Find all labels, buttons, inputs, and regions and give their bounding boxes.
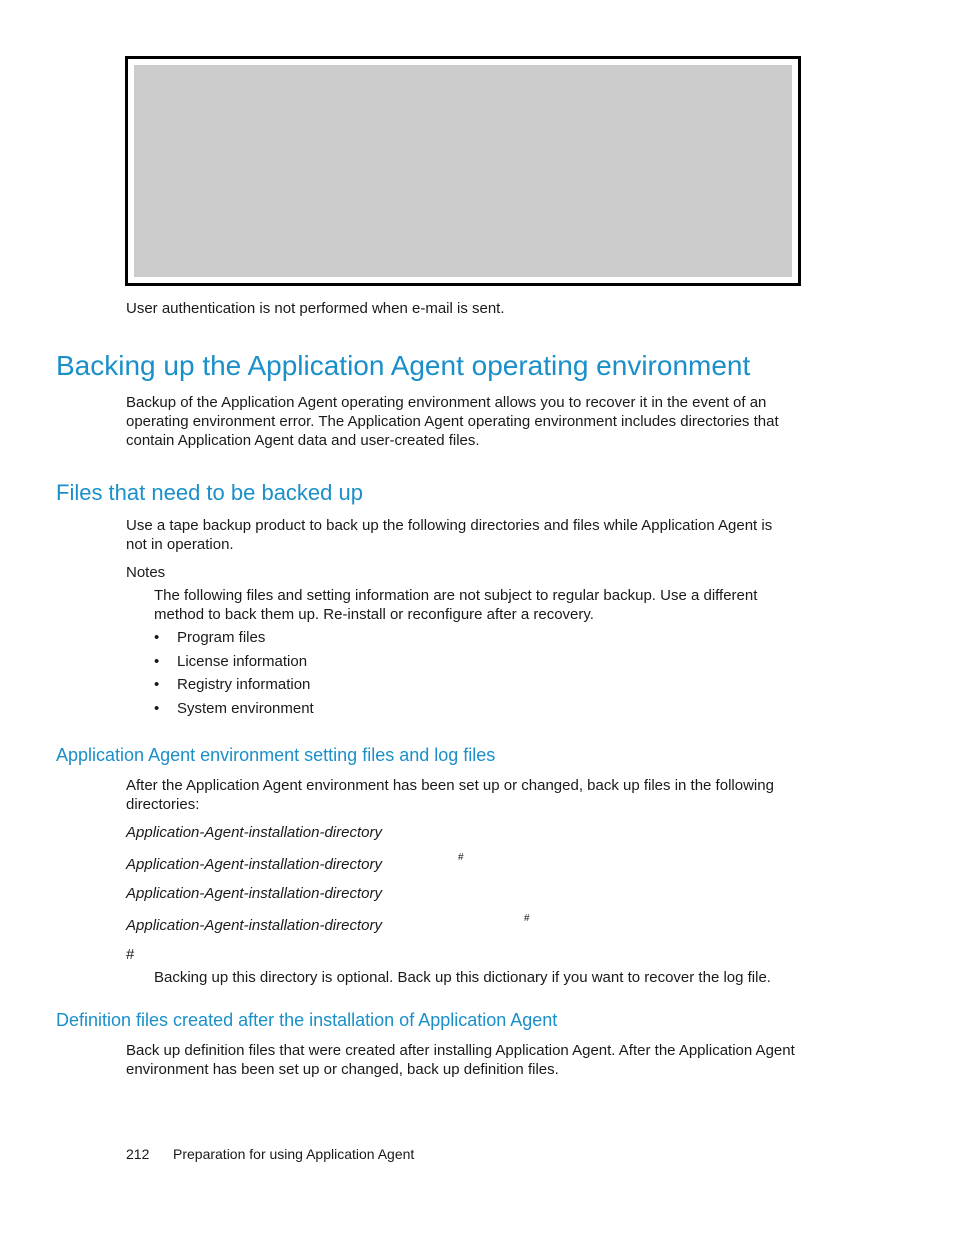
footnote-marker: # [458, 852, 464, 863]
files-section-intro: Use a tape backup product to back up the following directories and files while Application Agent is not in operation. [126, 517, 773, 553]
bullet-dot: • [154, 676, 160, 693]
list-item-text: System environment [177, 700, 314, 717]
figure-placeholder [134, 65, 792, 277]
files-section-title: Files that need to be backed up [56, 480, 363, 505]
bullet-dot: • [154, 653, 160, 670]
def-section-intro: Back up definition files that were created after installing Application Agent. After the Application Agent environment has been set up or changed, back up definition files. [126, 1042, 795, 1078]
dir-path: Application-Agent-installation-directory [126, 824, 382, 841]
footer-chapter: Preparation for using Application Agent [173, 1146, 415, 1162]
bullet-dot: • [154, 629, 160, 646]
notes-label: Notes [126, 564, 166, 581]
env-section-title: Application Agent environment setting files and log files [56, 745, 496, 765]
footnote-text: Backing up this directory is optional. Back up this dictionary if you want to recover the log file. [154, 969, 771, 986]
figure-frame [125, 56, 801, 286]
top-note: User authentication is not performed when e-mail is sent. [126, 300, 505, 317]
footnote-marker: # [524, 913, 530, 924]
list-item-text: License information [177, 653, 308, 670]
list-item-text: Program files [177, 629, 266, 646]
dir-path: Application-Agent-installation-directory [126, 885, 382, 902]
dir-path: Application-Agent-installation-directory [126, 856, 382, 873]
footnote-mark: # [126, 946, 135, 963]
def-section-title: Definition files created after the installation of Application Agent [56, 1010, 558, 1030]
bullet-dot: • [154, 700, 160, 717]
notes-text: The following files and setting information are not subject to regular backup. Use a different method to back them up. Re-install or reconfigure after a recovery. [154, 587, 758, 623]
section-title: Backing up the Application Agent operating environment [56, 350, 751, 381]
env-section-intro: After the Application Agent environment has been set up or changed, back up files in the following directories: [126, 777, 774, 813]
list-item-text: Registry information [177, 676, 311, 693]
page-number: 212 [126, 1146, 150, 1162]
section-intro: Backup of the Application Agent operating environment allows you to recover it in the event of an operating environment error. The Application Agent operating environment includes directories that contain Application Agent data and user-created files. [126, 394, 779, 449]
dir-path: Application-Agent-installation-directory [126, 917, 382, 934]
